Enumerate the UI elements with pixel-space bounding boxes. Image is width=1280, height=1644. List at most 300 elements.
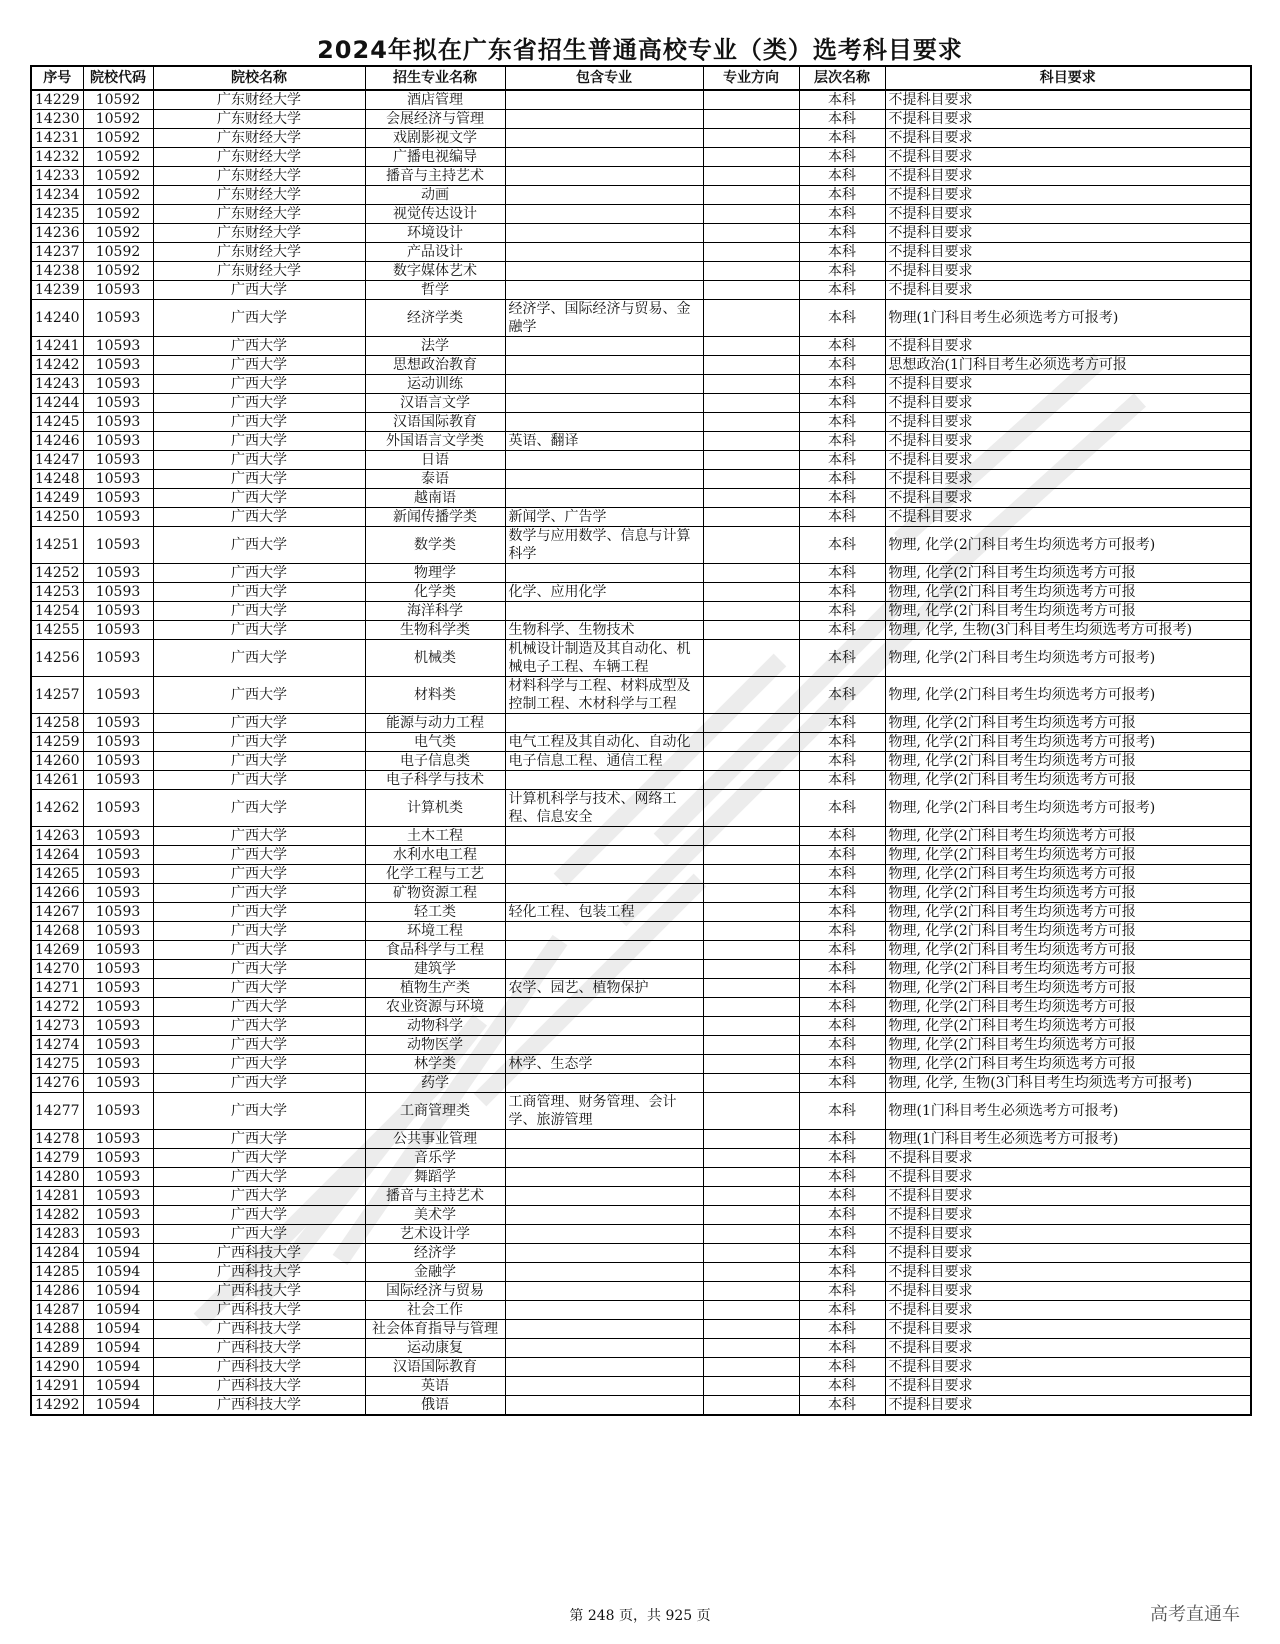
school-cell: 广西大学 — [153, 413, 365, 432]
included-cell: 新闻学、广告学 — [505, 508, 703, 527]
table-row — [31, 508, 1251, 527]
included-cell — [505, 167, 703, 186]
table-row — [31, 1149, 1251, 1168]
direction-cell — [703, 1244, 799, 1263]
included-cell: 材料科学与工程、材料成型及控制工程、木材科学与工程 — [505, 677, 703, 714]
code-cell: 10593 — [83, 1149, 153, 1168]
direction-cell — [703, 1187, 799, 1206]
seq-cell: 14292 — [31, 1396, 83, 1416]
seq-cell: 14234 — [31, 186, 83, 205]
school-cell: 广西大学 — [153, 583, 365, 602]
school-cell: 广西大学 — [153, 1055, 365, 1074]
included-cell — [505, 489, 703, 508]
included-cell: 数学与应用数学、信息与计算科学 — [505, 527, 703, 564]
requirement-cell: 不提科目要求 — [885, 243, 1251, 262]
school-cell: 广西科技大学 — [153, 1320, 365, 1339]
seq-cell: 14272 — [31, 998, 83, 1017]
major-cell: 药学 — [365, 1074, 505, 1093]
code-cell: 10593 — [83, 489, 153, 508]
seq-cell: 14232 — [31, 148, 83, 167]
code-cell: 10593 — [83, 1187, 153, 1206]
table-row — [31, 583, 1251, 602]
table-row — [31, 1320, 1251, 1339]
table-row — [31, 752, 1251, 771]
table-row — [31, 148, 1251, 167]
included-cell — [505, 413, 703, 432]
included-cell — [505, 1358, 703, 1377]
direction-cell — [703, 1320, 799, 1339]
code-cell: 10592 — [83, 186, 153, 205]
direction-cell — [703, 432, 799, 451]
level-cell: 本科 — [799, 1282, 885, 1301]
included-cell — [505, 337, 703, 356]
code-cell: 10593 — [83, 1093, 153, 1130]
level-cell: 本科 — [799, 470, 885, 489]
school-cell: 广东财经大学 — [153, 243, 365, 262]
direction-cell — [703, 1301, 799, 1320]
seq-cell: 14252 — [31, 564, 83, 583]
direction-cell — [703, 714, 799, 733]
seq-cell: 14264 — [31, 846, 83, 865]
included-cell — [505, 846, 703, 865]
code-cell: 10593 — [83, 752, 153, 771]
seq-cell: 14291 — [31, 1377, 83, 1396]
school-cell: 广西大学 — [153, 922, 365, 941]
school-cell: 广西大学 — [153, 846, 365, 865]
major-cell: 越南语 — [365, 489, 505, 508]
level-cell: 本科 — [799, 243, 885, 262]
major-cell: 汉语国际教育 — [365, 1358, 505, 1377]
direction-cell — [703, 300, 799, 337]
requirement-cell: 物理, 化学(2门科目考生均须选考方可报考) — [885, 527, 1251, 564]
level-cell: 本科 — [799, 356, 885, 375]
requirements-table-wrapper — [30, 65, 1250, 1416]
requirements-table — [30, 65, 1252, 1416]
requirement-cell: 不提科目要求 — [885, 1187, 1251, 1206]
major-cell: 社会工作 — [365, 1301, 505, 1320]
requirement-cell: 不提科目要求 — [885, 224, 1251, 243]
included-cell — [505, 470, 703, 489]
major-cell: 化学类 — [365, 583, 505, 602]
school-cell: 广东财经大学 — [153, 224, 365, 243]
table-row — [31, 337, 1251, 356]
included-cell — [505, 771, 703, 790]
included-cell — [505, 1320, 703, 1339]
level-cell: 本科 — [799, 527, 885, 564]
seq-cell: 14248 — [31, 470, 83, 489]
major-cell: 思想政治教育 — [365, 356, 505, 375]
direction-cell — [703, 771, 799, 790]
table-row — [31, 1339, 1251, 1358]
included-cell — [505, 451, 703, 470]
code-cell: 10593 — [83, 375, 153, 394]
included-cell — [505, 356, 703, 375]
table-row — [31, 621, 1251, 640]
requirement-cell: 物理, 化学(2门科目考生均须选考方可报 — [885, 564, 1251, 583]
level-cell: 本科 — [799, 865, 885, 884]
direction-cell — [703, 1339, 799, 1358]
included-cell — [505, 998, 703, 1017]
seq-cell: 14256 — [31, 640, 83, 677]
major-cell: 酒店管理 — [365, 90, 505, 110]
requirement-cell: 物理, 化学(2门科目考生均须选考方可报考) — [885, 640, 1251, 677]
table-row — [31, 394, 1251, 413]
table-row — [31, 1206, 1251, 1225]
table-row — [31, 1282, 1251, 1301]
school-cell: 广西大学 — [153, 356, 365, 375]
table-row — [31, 186, 1251, 205]
table-row — [31, 356, 1251, 375]
table-row — [31, 979, 1251, 998]
level-cell: 本科 — [799, 827, 885, 846]
direction-cell — [703, 527, 799, 564]
major-cell: 动物医学 — [365, 1036, 505, 1055]
level-cell: 本科 — [799, 640, 885, 677]
level-cell: 本科 — [799, 941, 885, 960]
requirement-cell: 不提科目要求 — [885, 281, 1251, 300]
code-cell: 10593 — [83, 827, 153, 846]
major-cell: 机械类 — [365, 640, 505, 677]
requirement-cell: 不提科目要求 — [885, 508, 1251, 527]
level-cell: 本科 — [799, 413, 885, 432]
major-cell: 电子科学与技术 — [365, 771, 505, 790]
level-cell: 本科 — [799, 583, 885, 602]
school-cell: 广西大学 — [153, 300, 365, 337]
table-row — [31, 1168, 1251, 1187]
requirement-cell: 物理(1门科目考生必须选考方可报考) — [885, 1093, 1251, 1130]
major-cell: 社会体育指导与管理 — [365, 1320, 505, 1339]
included-cell: 计算机科学与技术、网络工程、信息安全 — [505, 790, 703, 827]
code-cell: 10593 — [83, 394, 153, 413]
included-cell — [505, 1339, 703, 1358]
requirement-cell: 不提科目要求 — [885, 1244, 1251, 1263]
level-cell: 本科 — [799, 714, 885, 733]
requirement-cell: 思想政治(1门科目考生必须选考方可报 — [885, 356, 1251, 375]
level-cell: 本科 — [799, 1017, 885, 1036]
level-cell: 本科 — [799, 1055, 885, 1074]
code-cell: 10594 — [83, 1320, 153, 1339]
level-cell: 本科 — [799, 884, 885, 903]
major-cell: 经济学类 — [365, 300, 505, 337]
seq-cell: 14230 — [31, 110, 83, 129]
level-cell: 本科 — [799, 1263, 885, 1282]
major-cell: 金融学 — [365, 1263, 505, 1282]
school-cell: 广西科技大学 — [153, 1244, 365, 1263]
major-cell: 俄语 — [365, 1396, 505, 1416]
school-cell: 广西大学 — [153, 827, 365, 846]
direction-cell — [703, 90, 799, 110]
direction-cell — [703, 1055, 799, 1074]
direction-cell — [703, 1263, 799, 1282]
school-cell: 广西大学 — [153, 1093, 365, 1130]
included-cell: 电子信息工程、通信工程 — [505, 752, 703, 771]
seq-cell: 14260 — [31, 752, 83, 771]
direction-cell — [703, 602, 799, 621]
level-cell: 本科 — [799, 1187, 885, 1206]
table-row — [31, 451, 1251, 470]
direction-cell — [703, 979, 799, 998]
level-cell: 本科 — [799, 508, 885, 527]
seq-cell: 14276 — [31, 1074, 83, 1093]
direction-cell — [703, 1396, 799, 1416]
school-cell: 广西大学 — [153, 960, 365, 979]
code-cell: 10594 — [83, 1301, 153, 1320]
major-cell: 轻工类 — [365, 903, 505, 922]
direction-cell — [703, 884, 799, 903]
level-cell: 本科 — [799, 922, 885, 941]
school-cell: 广西大学 — [153, 733, 365, 752]
direction-cell — [703, 1130, 799, 1149]
school-cell: 广西大学 — [153, 771, 365, 790]
level-cell: 本科 — [799, 110, 885, 129]
code-cell: 10593 — [83, 903, 153, 922]
level-cell: 本科 — [799, 148, 885, 167]
direction-cell — [703, 583, 799, 602]
major-cell: 环境工程 — [365, 922, 505, 941]
requirement-cell: 物理, 化学(2门科目考生均须选考方可报 — [885, 884, 1251, 903]
seq-cell: 14255 — [31, 621, 83, 640]
requirement-cell: 不提科目要求 — [885, 1225, 1251, 1244]
table-row — [31, 1225, 1251, 1244]
school-cell: 广西大学 — [153, 1074, 365, 1093]
school-cell: 广西大学 — [153, 1225, 365, 1244]
code-cell: 10593 — [83, 941, 153, 960]
table-row — [31, 1074, 1251, 1093]
level-cell: 本科 — [799, 677, 885, 714]
code-cell: 10592 — [83, 167, 153, 186]
code-cell: 10593 — [83, 432, 153, 451]
seq-cell: 14277 — [31, 1093, 83, 1130]
major-cell: 艺术设计学 — [365, 1225, 505, 1244]
school-cell: 广西大学 — [153, 564, 365, 583]
table-row — [31, 167, 1251, 186]
level-cell: 本科 — [799, 564, 885, 583]
school-cell: 广西大学 — [153, 451, 365, 470]
direction-cell — [703, 790, 799, 827]
code-cell: 10593 — [83, 1168, 153, 1187]
seq-cell: 14238 — [31, 262, 83, 281]
seq-cell: 14243 — [31, 375, 83, 394]
seq-cell: 14244 — [31, 394, 83, 413]
school-cell: 广西大学 — [153, 602, 365, 621]
major-cell: 环境设计 — [365, 224, 505, 243]
direction-cell — [703, 337, 799, 356]
direction-cell — [703, 1093, 799, 1130]
requirement-cell: 物理, 化学(2门科目考生均须选考方可报 — [885, 714, 1251, 733]
code-cell: 10593 — [83, 733, 153, 752]
requirement-cell: 不提科目要求 — [885, 337, 1251, 356]
level-cell: 本科 — [799, 602, 885, 621]
major-cell: 舞蹈学 — [365, 1168, 505, 1187]
code-cell: 10593 — [83, 998, 153, 1017]
code-cell: 10593 — [83, 771, 153, 790]
school-cell: 广东财经大学 — [153, 90, 365, 110]
included-cell — [505, 110, 703, 129]
code-cell: 10593 — [83, 846, 153, 865]
table-header-row — [31, 66, 1251, 90]
included-cell — [505, 262, 703, 281]
direction-cell — [703, 640, 799, 677]
requirement-cell: 物理, 化学(2门科目考生均须选考方可报考) — [885, 733, 1251, 752]
major-cell: 汉语国际教育 — [365, 413, 505, 432]
seq-cell: 14278 — [31, 1130, 83, 1149]
included-cell: 工商管理、财务管理、会计学、旅游管理 — [505, 1093, 703, 1130]
major-cell: 农业资源与环境 — [365, 998, 505, 1017]
direction-cell — [703, 129, 799, 148]
major-cell: 戏剧影视文学 — [365, 129, 505, 148]
requirement-cell: 物理, 化学(2门科目考生均须选考方可报 — [885, 998, 1251, 1017]
direction-cell — [703, 451, 799, 470]
direction-cell — [703, 489, 799, 508]
included-cell — [505, 827, 703, 846]
level-cell: 本科 — [799, 129, 885, 148]
seq-cell: 14285 — [31, 1263, 83, 1282]
code-cell: 10593 — [83, 979, 153, 998]
column-header: 招生专业名称 — [365, 66, 505, 90]
seq-cell: 14265 — [31, 865, 83, 884]
seq-cell: 14251 — [31, 527, 83, 564]
major-cell: 海洋科学 — [365, 602, 505, 621]
school-cell: 广东财经大学 — [153, 167, 365, 186]
direction-cell — [703, 903, 799, 922]
requirement-cell: 物理, 化学(2门科目考生均须选考方可报 — [885, 960, 1251, 979]
code-cell: 10593 — [83, 922, 153, 941]
table-row — [31, 677, 1251, 714]
level-cell: 本科 — [799, 998, 885, 1017]
code-cell: 10593 — [83, 621, 153, 640]
school-cell: 广西大学 — [153, 752, 365, 771]
code-cell: 10592 — [83, 129, 153, 148]
code-cell: 10593 — [83, 337, 153, 356]
major-cell: 外国语言文学类 — [365, 432, 505, 451]
level-cell: 本科 — [799, 1339, 885, 1358]
included-cell: 化学、应用化学 — [505, 583, 703, 602]
requirement-cell: 不提科目要求 — [885, 1396, 1251, 1416]
requirement-cell: 物理, 化学(2门科目考生均须选考方可报 — [885, 1036, 1251, 1055]
code-cell: 10593 — [83, 790, 153, 827]
major-cell: 日语 — [365, 451, 505, 470]
major-cell: 英语 — [365, 1377, 505, 1396]
table-row — [31, 733, 1251, 752]
major-cell: 视觉传达设计 — [365, 205, 505, 224]
direction-cell — [703, 941, 799, 960]
table-row — [31, 281, 1251, 300]
included-cell — [505, 148, 703, 167]
included-cell — [505, 281, 703, 300]
major-cell: 工商管理类 — [365, 1093, 505, 1130]
table-row — [31, 1093, 1251, 1130]
column-header: 科目要求 — [885, 66, 1251, 90]
school-cell: 广西大学 — [153, 998, 365, 1017]
direction-cell — [703, 243, 799, 262]
column-header: 院校名称 — [153, 66, 365, 90]
table-row — [31, 90, 1251, 110]
major-cell: 计算机类 — [365, 790, 505, 827]
school-cell: 广西科技大学 — [153, 1396, 365, 1416]
requirement-cell: 不提科目要求 — [885, 1339, 1251, 1358]
requirement-cell: 不提科目要求 — [885, 1206, 1251, 1225]
school-cell: 广西大学 — [153, 489, 365, 508]
major-cell: 新闻传播学类 — [365, 508, 505, 527]
table-row — [31, 262, 1251, 281]
table-row — [31, 489, 1251, 508]
seq-cell: 14229 — [31, 90, 83, 110]
page-footer: 第 248 页，共 925 页 — [569, 1608, 711, 1624]
level-cell: 本科 — [799, 1358, 885, 1377]
requirement-cell: 物理, 化学(2门科目考生均须选考方可报 — [885, 941, 1251, 960]
included-cell — [505, 1206, 703, 1225]
seq-cell: 14275 — [31, 1055, 83, 1074]
requirement-cell: 不提科目要求 — [885, 432, 1251, 451]
major-cell: 广播电视编导 — [365, 148, 505, 167]
major-cell: 汉语言文学 — [365, 394, 505, 413]
direction-cell — [703, 752, 799, 771]
table-row — [31, 432, 1251, 451]
major-cell: 能源与动力工程 — [365, 714, 505, 733]
requirement-cell: 物理, 化学(2门科目考生均须选考方可报 — [885, 1017, 1251, 1036]
code-cell: 10593 — [83, 583, 153, 602]
included-cell — [505, 1074, 703, 1093]
requirement-cell: 物理(1门科目考生必须选考方可报考) — [885, 1130, 1251, 1149]
major-cell: 建筑学 — [365, 960, 505, 979]
seq-cell: 14282 — [31, 1206, 83, 1225]
table-row — [31, 790, 1251, 827]
included-cell — [505, 564, 703, 583]
brand-watermark: 高考直通车 — [1150, 1604, 1240, 1625]
seq-cell: 14240 — [31, 300, 83, 337]
requirement-cell: 物理, 化学(2门科目考生均须选考方可报 — [885, 1055, 1251, 1074]
school-cell: 广西大学 — [153, 884, 365, 903]
requirement-cell: 物理, 化学, 生物(3门科目考生均须选考方可报考) — [885, 621, 1251, 640]
included-cell — [505, 1377, 703, 1396]
school-cell: 广西大学 — [153, 281, 365, 300]
requirement-cell: 不提科目要求 — [885, 110, 1251, 129]
table-row — [31, 1036, 1251, 1055]
included-cell: 林学、生态学 — [505, 1055, 703, 1074]
requirement-cell: 物理, 化学(2门科目考生均须选考方可报 — [885, 922, 1251, 941]
table-row — [31, 865, 1251, 884]
school-cell: 广东财经大学 — [153, 262, 365, 281]
requirement-cell: 物理, 化学(2门科目考生均须选考方可报 — [885, 827, 1251, 846]
code-cell: 10593 — [83, 564, 153, 583]
school-cell: 广西大学 — [153, 527, 365, 564]
code-cell: 10593 — [83, 1036, 153, 1055]
direction-cell — [703, 922, 799, 941]
code-cell: 10594 — [83, 1339, 153, 1358]
table-row — [31, 1358, 1251, 1377]
direction-cell — [703, 1225, 799, 1244]
seq-cell: 14281 — [31, 1187, 83, 1206]
level-cell: 本科 — [799, 1225, 885, 1244]
level-cell: 本科 — [799, 1074, 885, 1093]
direction-cell — [703, 1168, 799, 1187]
code-cell: 10593 — [83, 300, 153, 337]
table-row — [31, 224, 1251, 243]
code-cell: 10593 — [83, 413, 153, 432]
requirement-cell: 不提科目要求 — [885, 1168, 1251, 1187]
seq-cell: 14246 — [31, 432, 83, 451]
code-cell: 10593 — [83, 677, 153, 714]
level-cell: 本科 — [799, 790, 885, 827]
included-cell — [505, 1187, 703, 1206]
level-cell: 本科 — [799, 1301, 885, 1320]
seq-cell: 14263 — [31, 827, 83, 846]
table-row — [31, 903, 1251, 922]
school-cell: 广西大学 — [153, 337, 365, 356]
code-cell: 10593 — [83, 470, 153, 489]
table-row — [31, 846, 1251, 865]
level-cell: 本科 — [799, 451, 885, 470]
